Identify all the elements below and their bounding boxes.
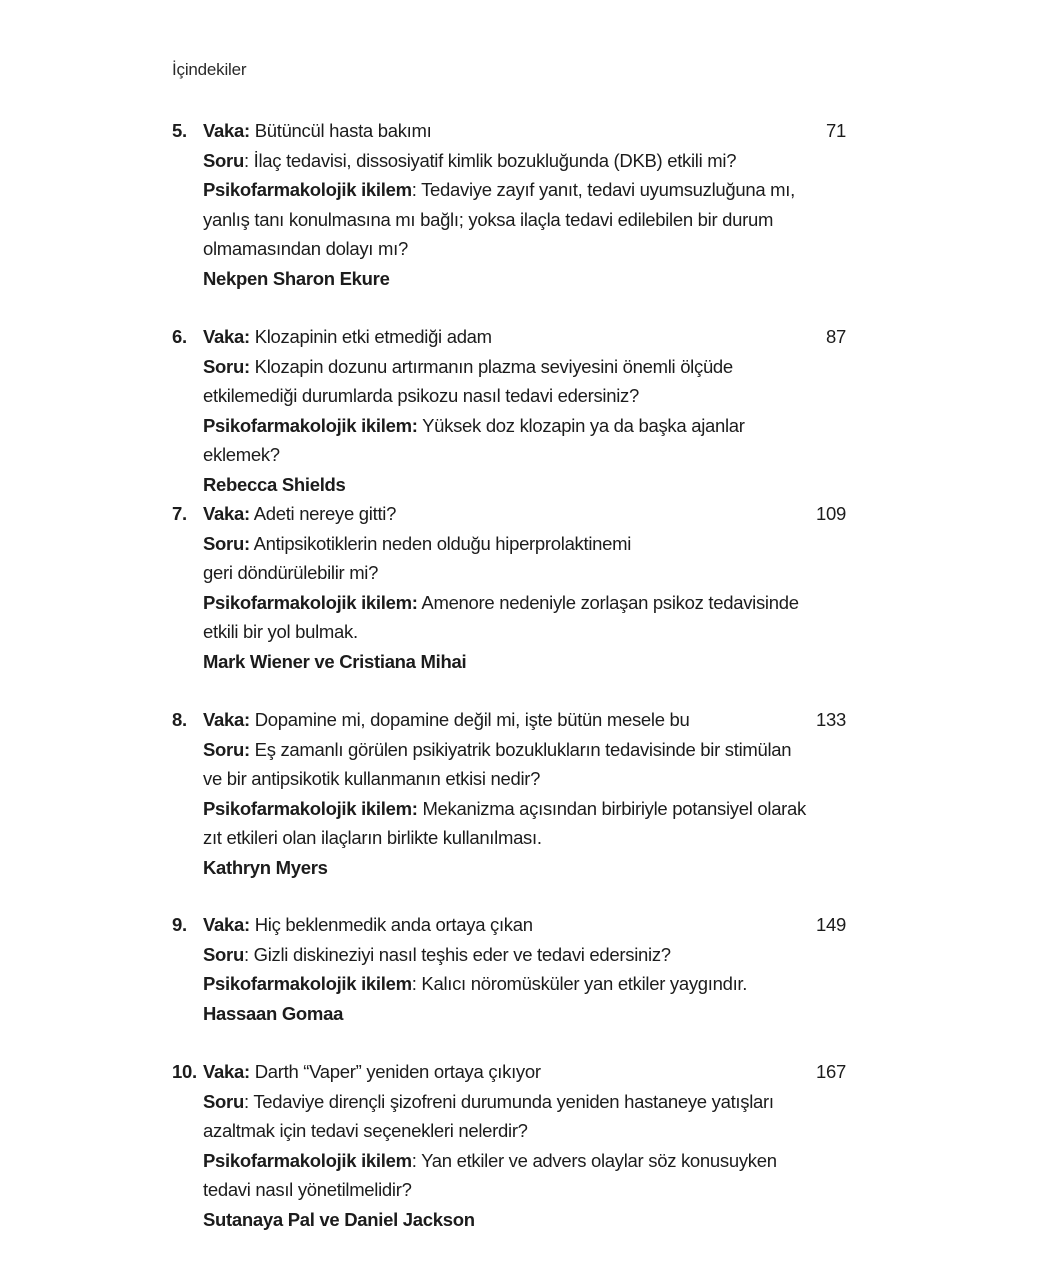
ikilem-text: Mekanizma açısından birbiriyle potansiyel olarak zıt etkileri olan ilaçların birlikte kullanılması. [203, 797, 806, 848]
soru-label: Soru: [203, 355, 250, 377]
soru-colon: : [243, 943, 249, 965]
ikilem-colon: : [411, 179, 417, 200]
soru-colon: : [243, 149, 249, 171]
ikilem-text: Yan etkiler ve advers olaylar söz konusuyken tedavi nasıl yönetilmelidir? [203, 1149, 777, 1200]
ikilem-colon: : [411, 1149, 417, 1171]
entry-number: 10. [172, 1061, 197, 1082]
vaka-label: Vaka: [203, 120, 250, 141]
page-number: 167 [816, 1061, 846, 1082]
soru-text: Tedaviye dirençli şizofreni durumunda yeniden hastaneye yatışları azaltmak için tedavi seçenekleri nelerdir? [203, 1090, 774, 1141]
toc-entry-10 [172, 1057, 862, 1234]
vaka-line [203, 910, 808, 940]
vaka-line [203, 1057, 808, 1087]
entry-body [203, 499, 808, 676]
vaka-label: Vaka: [203, 503, 250, 524]
ikilem-label: Psikofarmakolojik ikilem: [203, 591, 418, 613]
entry-body [203, 116, 808, 293]
entry-author: Kathryn Myers [203, 856, 328, 878]
ikilem-line [203, 175, 808, 264]
soru-text: Antipsikotiklerin neden olduğu hiperprolaktinemi geri döndürülebilir mi? [203, 532, 632, 583]
soru-label: Soru [203, 1090, 244, 1112]
page-number: 133 [816, 709, 846, 730]
vaka-label: Vaka: [203, 326, 250, 347]
entry-author: Sutanaya Pal ve Daniel Jackson [203, 1208, 475, 1230]
toc-entry-7 [172, 499, 862, 676]
vaka-label: Vaka: [203, 914, 250, 935]
ikilem-text: Amenore nedeniyle zorlaşan psikoz tedavisinde etkili bir yol bulmak. [203, 591, 799, 642]
toc-entry-9 [172, 910, 862, 1028]
page-number: 149 [816, 914, 846, 935]
ikilem-line [203, 794, 808, 853]
entry-author: Rebecca Shields [203, 473, 346, 495]
entry-number: 6. [172, 326, 187, 347]
ikilem-label: Psikofarmakolojik ikilem [203, 179, 412, 200]
page-number: 109 [816, 503, 846, 524]
entry-author: Mark Wiener ve Cristiana Mihai [203, 650, 467, 672]
vaka-line [203, 705, 808, 735]
vaka-title: Darth “Vaper” yeniden ortaya çıkıyor [254, 1061, 541, 1082]
ikilem-text: Tedaviye zayıf yanıt, tedavi uyumsuzluğuna mı, yanlış tanı konulmasına mı bağlı; yoksa ilaçla tedavi edilebilen bir durum olmamasından dolayı mı? [203, 179, 795, 259]
entry-body [203, 322, 808, 499]
ikilem-label: Psikofarmakolojik ikilem [203, 973, 412, 994]
soru-text: İlaç tedavisi, dissosiyatif kimlik bozukluğunda (DKB) etkili mi? [253, 149, 737, 171]
ikilem-label: Psikofarmakolojik ikilem [203, 1149, 412, 1171]
soru-text: Gizli diskineziyi nasıl teşhis eder ve tedavi edersiniz? [253, 943, 671, 965]
entry-number: 9. [172, 914, 187, 935]
soru-line [203, 352, 808, 411]
entry-number: 8. [172, 709, 187, 730]
entry-number: 7. [172, 503, 187, 524]
vaka-title: Hiç beklenmedik anda ortaya çıkan [254, 914, 533, 935]
toc-entry-8 [172, 705, 862, 882]
ikilem-label: Psikofarmakolojik ikilem: [203, 797, 418, 819]
ikilem-line [203, 588, 808, 647]
entry-author: Hassaan Gomaa [203, 1002, 344, 1024]
vaka-line [203, 322, 808, 352]
soru-line [203, 529, 643, 588]
entry-author: Nekpen Sharon Ekure [203, 267, 390, 289]
ikilem-text: Yüksek doz klozapin ya da başka ajanlar eklemek? [203, 414, 745, 465]
ikilem-line [203, 411, 808, 470]
soru-line [203, 1087, 808, 1146]
toc-entry-5 [172, 116, 862, 293]
soru-label: Soru [203, 943, 244, 965]
soru-line [203, 940, 808, 970]
soru-text: Eş zamanlı görülen psikiyatrik bozuklukların tedavisinde bir stimülan ve bir antipsikotik kullanmanın etkisi nedir? [203, 738, 792, 789]
soru-label: Soru [203, 149, 244, 171]
vaka-line [203, 499, 808, 529]
soru-line [203, 735, 808, 794]
vaka-title: Dopamine mi, dopamine değil mi, işte bütün mesele bu [254, 709, 690, 730]
toc-entry-6 [172, 322, 862, 499]
entry-number: 5. [172, 120, 187, 141]
soru-line [203, 146, 808, 176]
ikilem-line [203, 969, 808, 999]
page-number: 87 [826, 326, 846, 347]
vaka-label: Vaka: [203, 709, 250, 730]
page-number: 71 [826, 120, 846, 141]
soru-colon: : [243, 1090, 249, 1112]
soru-label: Soru: [203, 532, 250, 554]
vaka-line [203, 116, 808, 146]
vaka-title: Bütüncül hasta bakımı [254, 120, 432, 141]
ikilem-colon: : [411, 973, 417, 994]
soru-label: Soru: [203, 738, 250, 760]
soru-text: Klozapin dozunu artırmanın plazma seviyesini önemli ölçüde etkilemediği durumlarda psikozu nasıl tedavi edersiniz? [203, 355, 733, 406]
ikilem-text: Kalıcı nöromüsküler yan etkiler yaygındır. [421, 973, 748, 994]
ikilem-line [203, 1146, 808, 1205]
vaka-title: Klozapinin etki etmediği adam [254, 326, 492, 347]
entry-body [203, 910, 808, 1028]
vaka-title: Adeti nereye gitti? [253, 503, 397, 524]
entry-body [203, 705, 808, 882]
ikilem-label: Psikofarmakolojik ikilem: [203, 414, 418, 436]
entry-body [203, 1057, 808, 1234]
vaka-label: Vaka: [203, 1061, 250, 1082]
running-header: İçindekiler [172, 60, 247, 79]
